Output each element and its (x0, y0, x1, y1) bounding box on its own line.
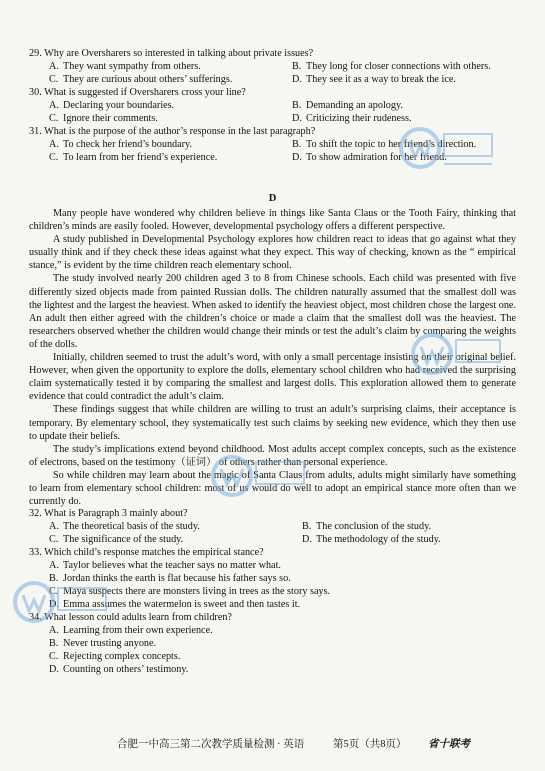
option-30-b: B. Demanding an apology. (292, 100, 403, 111)
question-number: 30. (29, 87, 42, 98)
option-32-d: D. The methodology of the study. (302, 534, 441, 545)
option-29-a: A. They want sympathy from others. (49, 61, 201, 72)
option-33-a: A. Taylor believes what the teacher says no matter what. (49, 560, 281, 571)
option-34-c: C. Rejecting complex concepts. (49, 651, 181, 662)
option-34-a: A. Learning from their own experience. (49, 625, 213, 636)
option-31-a: A. To check her friend’s boundary. (49, 139, 193, 150)
option-31-d: D. To show admiration for her friend. (292, 152, 447, 163)
question-text: Why are Oversharers so interested in talking about private issues? (44, 48, 314, 59)
option-32-c: C. The significance of the study. (49, 534, 184, 545)
option-30-c: C. Ignore their comments. (49, 113, 158, 124)
paragraph-7: So while children may learn about the magic of Santa Claus from adults, adults might similarly have something to learn from elementary school children: most of us would do well to adopt an empirical stance more often than we currently do. (29, 469, 516, 508)
watermark-logo (210, 452, 310, 502)
option-30-d: D. Criticizing their rudeness. (292, 113, 412, 124)
option-31-b: B. To shift the topic to her friend’s direction. (292, 139, 477, 150)
option-29-b: B. They long for closer connections with others. (292, 61, 491, 72)
option-29-d: D. They see it as a way to break the ice. (292, 74, 456, 85)
option-32-b: B. The conclusion of the study. (302, 521, 432, 532)
footer-page-number: 第5页（共8页） (333, 739, 407, 750)
option-31-c: C. To learn from her friend’s experience. (49, 152, 218, 163)
paragraph-1: Many people have wondered why children believe in things like Santa Claus or the Tooth Fairy, thinking that children’s minds are easily fooled. However, developmental psychology offers a different perspective. (29, 208, 516, 233)
question-32-stem (29, 507, 519, 520)
footer-exam-title: 合肥一中高三第二次教学质量检测 · 英语 (117, 739, 305, 750)
option-32-a: A. The theoretical basis of the study. (49, 521, 200, 532)
option-33-c: C. Maya suspects there are monsters living in trees as the story says. (49, 586, 331, 597)
option-29-c: C. They are curious about others’ sufferings. (49, 74, 233, 85)
paragraph-2: A study published in Developmental Psychology explores how children react to ideas that go against what they usually think and if they check these ideas against what they expect. This way of checking, known as the “ empirical stance,” is evident by the time children reach elementary school. (29, 234, 516, 272)
section-title: D (268, 193, 277, 204)
question-30-stem (29, 86, 519, 99)
footer-brand: 省十联考 (428, 739, 470, 750)
question-text: What is suggested if Oversharers cross your line? (44, 87, 246, 98)
option-34-d: D. Counting on others’ testimony. (49, 664, 189, 675)
paragraph-4: Initially, children seemed to trust the adult’s word, with only a small percentage insisting on their original belief. However, when given the opportunity to explore the dolls, elementary school children who had received the surprising claim systematically tested it by comparing the smallest and largest dolls. This exploration allowed them to generate evidence that could contradict the adult’s claim. (29, 352, 516, 403)
paragraph-3: The study involved nearly 200 children aged 3 to 8 from Chinese schools. Each child was presented with five differently sized objects made from painted Russian dolls. The children naturally assumed that the smallest doll was the lightest and the largest the heaviest. When asked to identify the heaviest object, most children chose the largest one. An adult then either agreed with the children’s choice or made a claim that the smallest doll was the heaviest. The researchers observed whether the children would change their minds or test the adult’s claim by comparing the weights of the dolls. (29, 273, 516, 350)
watermark-logo (410, 330, 505, 378)
question-33-stem (29, 546, 519, 559)
question-29-stem (29, 47, 519, 60)
option-34-b: B. Never trusting anyone. (49, 638, 157, 649)
watermark-logo (398, 124, 498, 174)
question-number: 34. (29, 612, 42, 623)
option-33-b: B. Jordan thinks the earth is flat because his father says so. (49, 573, 291, 584)
question-number: 29. (29, 48, 42, 59)
paragraph-5: These findings suggest that while children are willing to trust an adult’s surprising claims, their acceptance is temporary. By elementary school, they systematically test such claims by seeking new evidence, which they then use to update their beliefs. (29, 404, 516, 442)
question-text: Which child’s response matches the empirical stance? (44, 547, 264, 558)
watermark-logo (12, 578, 112, 628)
paragraph-6: The study’s implications extend beyond childhood. Most adults accept complex concepts, such as the existence of electrons, based on the testimony（证词） of others rather than personal experience. (29, 443, 516, 468)
question-text: What is the purpose of the author’s response in the last paragraph? (44, 126, 316, 137)
question-text: What lesson could adults learn from children? (44, 612, 232, 623)
question-text: What is Paragraph 3 mainly about? (44, 508, 188, 519)
option-30-a: A. Declaring your boundaries. (49, 100, 175, 111)
question-number: 33. (29, 547, 42, 558)
question-number: 32. (29, 508, 42, 519)
question-number: 31. (29, 126, 42, 137)
option-33-d: D. Emma assumes the watermelon is sweet and then tastes it. (49, 599, 301, 610)
